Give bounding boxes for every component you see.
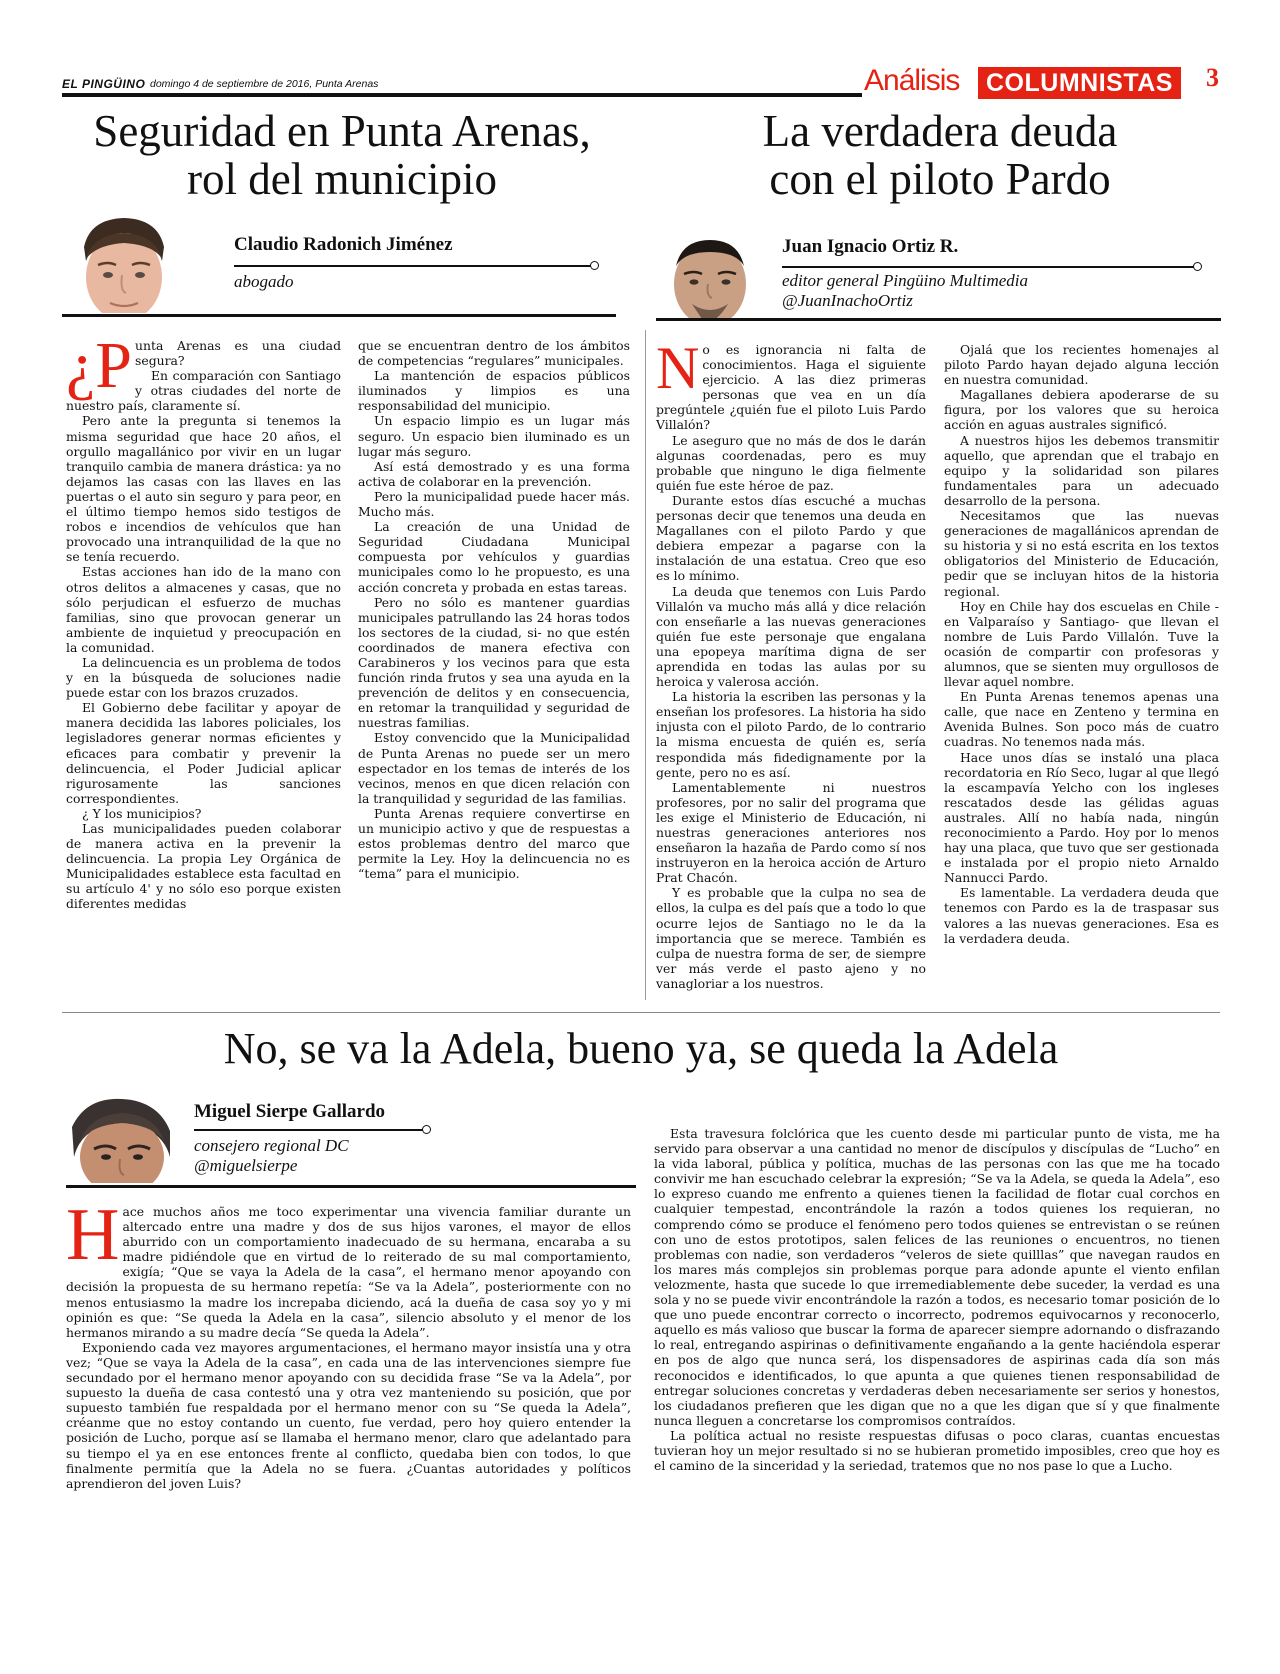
paragraph: Lamentablemente ni nuestros profesores, por no salir del programa que les exige el Ministerio de Educación, ni nuestras generaciones anteriores nos enseñaron la hazaña de Pardo como sí nos instruyeron en la heroica acción de Arturo Prat Chacón. xyxy=(656,779,926,886)
article2-author-photo xyxy=(656,232,764,318)
article3-headline: No, se va la Adela, bueno ya, se queda la Adela xyxy=(223,1024,1059,1073)
paragraph: Estas acciones han ido de la mano con otros delitos a almacenes y casas, que no sólo perjudican el esfuerzo de muchas familias, sino que provocan generar un ambiente de inquietud y preocupación en la comunidad. xyxy=(66,564,341,655)
article2-headline xyxy=(660,108,1220,203)
paragraph: Necesitamos que las nuevas generaciones de magallánicos aprendan de su historia y si no está escrita en los textos obligatorios del Ministerio de Educación, pedir que se incluyan hitos de la historia regional. xyxy=(944,508,1219,599)
article3-header-rule xyxy=(66,1185,636,1188)
author-portrait-icon xyxy=(70,213,178,313)
column-separator xyxy=(645,330,646,1000)
article2-byline-rule xyxy=(782,266,1197,268)
paragraph: Esta travesura folclórica que les cuento desde mi particular punto de vista, me ha servido para observar a una cantidad no menor de discípulos y discípulas de “Lucho” en la vida laboral, pública y política, muchas de las personas con las que me ha tocado convivir me han escuchado celebrar la expresión; “Se va la Adela, se queda la Adela”, eso lo expreso cuando me enfrento a quienes tienen la facilidad de flotar cual corchos en cualquier tempestad, encontrándole la razón a todos quienes los requieran, no comprendo cómo se produce el fenómeno pero todos quienes se entrevistan o se reúnen con uno de estos prototipos, salen felices de las reuniones o encuentros, no tienen problemas con nadie, son verdaderos “veleros de siete quilllas” que navegan raudos en los mares más complejos sin problemas porque para adonde apunte el viento enfilan velozmente, hasta que sucede lo que irremediablemente debe suceder, la verdad es una sola y no se puede vivir encontrándole la razón a todos, es necesario tomar posición de lo que uno puede encontrar correcto o incorrecto, podremos equivocarnos y reconocerlo, aquello es más valioso que buscar la forma de aparecer siempre adornando o disfrazando lo real, entregando aspirinas o definitivamente engañando a la gente haciéndola esperar en pos de algo que nunca será, los dispensadores de aspirinas cada día son más reconocidos e identificados, lo que apunta a que quienes tienen responsabilidad de entregar soluciones concretas y verdaderas deben necesariamente ser serios y honestos, los ciudadanos prefieren que les digan que no a que les digan que sí y que finalmente nunca lleguen a concretarse los compromisos contraídos. xyxy=(654,1126,1220,1428)
paragraph: Exponiendo cada vez mayores argumentaciones, el hermano mayor insistía una y otra vez; “Que se vaya la Adela de la casa”, en cada una de las intervenciones siempre fue secundado por el hermano menor apoyando con su decidida frase “Se va la Adela”, por supuesto la dueña de casa contestó una y otra vez manteniendo su posición, que por supuesto también fue respaldada por el hermano menor con su “Se queda la Adela”, créanme que no estoy contando un cuento, fue verdad, pero hoy quiero entender la posición de Lucho, porque así se llamaba el hermano menor, claro que adelantado para su tiempo el ya en ese entonces frente al conflicto, quedaba bien con todos, lo que finalmente permitía que la Adela no se fuera. ¿Cuantas autoridades y políticos aprendieron del joven Luis? xyxy=(66,1339,631,1491)
article1-title-line2: rol del municipio xyxy=(187,153,497,204)
article1-author-photo xyxy=(70,213,178,313)
article2-author-name: Juan Ignacio Ortiz R. xyxy=(782,236,959,257)
paragraph: La mantención de espacios públicos iluminados y limpios es una responsabilidad del municipio. xyxy=(358,368,630,414)
paragraph: que se encuentran dentro de los ámbitos de competencias “regulares” municipales. xyxy=(358,338,630,369)
article1-dropcap: ¿P xyxy=(66,329,132,402)
paragraph: La historia la escriben las personas y la enseñan los profesores. La historia ha sido injusta con el piloto Pardo, de lo contrario la misma encuesta de quién es, sería respondida más fidedignamente por la gente, pero no es así. xyxy=(656,689,926,780)
article1-header-rule xyxy=(62,314,616,317)
page-number: 3 xyxy=(1206,63,1219,92)
paragraph: La creación de una Unidad de Seguridad Ciudadana Municipal compuesta por vehículos y guardias municipales como lo he propuesto, es una acción concreta y probada en estas tareas. xyxy=(358,519,630,595)
paragraph: El Gobierno debe facilitar y apoyar de manera decidida las labores policiales, los legisladores generar normas eficientes y eficaces para combatir y prevenir la delincuencia, el Poder Judicial aplicar rigurosamente las sanciones correspondientes. xyxy=(66,700,341,806)
article1-byline-rule xyxy=(234,265,594,267)
article3-author-name: Miguel Sierpe Gallardo xyxy=(194,1101,386,1122)
paragraph: Pero no sólo es mantener guardias municipales patrullando las 24 horas todos los sectores de la ciudad, si- no que estén coordinados de manera efectiva con Carabineros y los vecinos para que esta función rinda frutos y sea una ayuda en la prevención de delitos y en consecuencia, en retomar la tranquilidad y seguridad de nuestras familias. xyxy=(358,594,630,731)
paragraph: o es ignorancia ni falta de conocimientos. Haga el siguiente ejercicio. A las diez primeras personas que vea en un día pregúntele ¿quién fue el piloto Luis Pardo Villalón? xyxy=(656,342,926,433)
article2-title-line1: La verdadera deuda xyxy=(762,106,1118,156)
paragraph: Estoy convencido que la Municipalidad de Punta Arenas no puede ser un mero espectador en los temas de interés de los vecinos, menos en que dicen relación con la tranquilidad y seguridad de las familias. xyxy=(358,730,630,806)
paragraph: A nuestros hijos les debemos transmitir aquello, que aprendan que el trabajo en equipo y la solidaridad son pilares fundamentales para un adecuado desarrollo de la persona. xyxy=(944,432,1219,508)
article1-author-name: Claudio Radonich Jiménez xyxy=(234,234,453,255)
section-analisis: Análisis xyxy=(864,64,960,97)
paragraph: Es lamentable. La verdadera deuda que tenemos con Pardo es la de traspasar sus valores a las nuevas generaciones. Esa es la verdadera deuda. xyxy=(944,885,1219,946)
paragraph: La delincuencia es un problema de todos y en la búsqueda de soluciones nadie puede estar con los brazos cruzados. xyxy=(66,654,341,701)
article2-title-line2: con el piloto Pardo xyxy=(769,153,1111,204)
article2-column-2 xyxy=(944,342,1219,946)
paragraph: ¿ Y los municipios? xyxy=(82,805,202,821)
article3-author-photo xyxy=(66,1097,174,1183)
paragraph: Hace unos días se instaló una placa recordatoria en Río Seco, lugar al que llegó la escampavía Yelcho con los ingleses rescatados desde las gélidas aguas australes. Allí no había nada, ningún reconocimiento a Pardo. Hoy por lo menos hay una placa, que tuvo que ser gestionada e instalada por el propio nieto Arnaldo Nannucci Pardo. xyxy=(944,749,1219,886)
byline-rule-end-icon xyxy=(422,1125,431,1134)
article3-byline-rule xyxy=(194,1129,426,1131)
paragraph: La deuda que tenemos con Luis Pardo Villalón va mucho más allá y dice relación con enseñarle a las nuevas generaciones quién fue este personaje que engalana una epopeya marítima digna de ser aprendida en todas las aulas por su heroica y valerosa acción. xyxy=(656,583,926,690)
article1-author-role: abogado xyxy=(234,272,294,291)
article3-dropcap: H xyxy=(66,1194,120,1276)
paragraph: Pero la municipalidad puede hacer más. Mucho más. xyxy=(358,488,630,520)
newspaper-logo: EL PINGÜINO xyxy=(62,77,146,91)
author-portrait-icon xyxy=(656,232,764,318)
paragraph: En Punta Arenas tenemos apenas una calle, que nace en Zenteno y termina en Avenida Bulnes. Son poco más de cuatro cuadras. No tenemos nada más. xyxy=(944,689,1219,750)
section-columnistas: COLUMNISTAS xyxy=(978,67,1181,99)
article2-author-role xyxy=(782,271,1028,310)
article2-role-text: editor general Pingüino Multimedia xyxy=(782,271,1028,290)
paragraph: Durante estos días escuché a muchas personas decir que tenemos una deuda en Magallanes con el piloto Pardo y que debiera empezar a pagarse con la instalación de una estatua. Creo que eso es lo mínimo. xyxy=(656,492,926,584)
article3-twitter-handle: @miguelsierpe xyxy=(194,1155,298,1175)
paragraph: Le aseguro que no más de dos le darán algunas coordenadas, pero es muy probable que ninguno le diga fielmente quién fue este héroe de paz. xyxy=(656,432,926,493)
byline-rule-end-icon xyxy=(1193,262,1202,271)
article1-title-line1: Seguridad en Punta Arenas, xyxy=(93,106,591,156)
article3-column-2 xyxy=(654,1126,1220,1473)
article2-dropcap: N xyxy=(656,335,700,401)
author-portrait-icon xyxy=(66,1097,174,1183)
paragraph: Un espacio limpio es un lugar más seguro. Un espacio bien iluminado es un lugar más seguro. xyxy=(358,413,630,459)
paragraph: Las municipalidades pueden colaborar de manera activa en la prevenir la delincuencia. La propia Ley Orgánica de Municipalidades establece esta facultad en su artículo 4' y no sólo eso porque existen diferentes medidas xyxy=(66,821,341,912)
article1-column-2 xyxy=(358,338,630,881)
paragraph: Hoy en Chile hay dos escuelas en Chile -en Valparaíso y Santiago- que llevan el nombre de Luis Pardo Villalón. Tuve la ocasión de compartir con profesoras y alumnos, que se sienten muy orgullosos de llevar aquel nombre. xyxy=(944,598,1219,690)
paragraph: En comparación con Santiago y otras ciudades del norte de nuestro país, claramente sí. xyxy=(66,368,341,414)
paragraph: La política actual no resiste respuestas difusas o poco claras, cuantas encuestas tuvieran hoy un mejor resultado si no se hubieran prometido imposibles, creo que hoy es el camino de la sinceridad y la seriedad, tratemos que no nos pase lo que a Lucho. xyxy=(654,1427,1220,1474)
article3-column-1 xyxy=(66,1194,631,1491)
article2-twitter-handle: @JuanInachoOrtiz xyxy=(782,290,913,310)
article1-headline xyxy=(62,108,622,203)
paragraph: Ojalá que los recientes homenajes al piloto Pardo hayan dejado alguna lección en nuestra comunidad. xyxy=(944,342,1219,388)
issue-date: domingo 4 de septiembre de 2016, Punta Arenas xyxy=(150,78,379,90)
paragraph: unta Arenas es una ciudad segura? xyxy=(135,338,341,369)
paragraph: Magallanes debiera apoderarse de su figura, por los valores que su heroica acción en aguas australes significó. xyxy=(944,387,1219,433)
paragraph: Así está demostrado y es una forma activa de colaborar en la prevención. xyxy=(358,458,630,489)
paragraph: Y es probable que la culpa no sea de ellos, la culpa es del país que a todo lo que ocurre lejos de Santiago no le da la importancia que se merece. También es culpa de nuestra forma de ser, de siempre ver más verde el pasto ajeno y no vanagloriar a los nuestros. xyxy=(656,885,926,991)
paragraph: ace muchos años me toco experimentar una vivencia familiar durante un altercado entre una madre y dos de sus hijos varones, el mayor de ellos aburrido con un comportamiento inadecuado de su hermana, encaraba a su madre pidiéndole que en virtud de lo reiterado de su mal comportamiento, exigía; “Que se vaya la Adela de la casa”, el hermano menor apoyando con decisión la propuesta de su hermano repetía: “Se va la Adela”, posteriormente con no menos entusiasmo la madre los increpaba diciendo, acá la dueña de casa soy yo y mi opinión es que: “Se queda la Adela en la casa”, silencio absoluto y el menor de los hermanos mirando a su madre decía “Se queda la Adela”. xyxy=(66,1204,631,1340)
article3-role-text: consejero regional DC xyxy=(194,1136,349,1155)
article2-header-rule xyxy=(656,318,1221,321)
article3-author-role xyxy=(194,1136,349,1175)
article1-column-1 xyxy=(66,329,341,912)
paragraph: Pero ante la pregunta si tenemos la misma seguridad que hace 20 años, el orgullo magallánico por vivir en un lugar tranquilo cambia de manera drástica: ya no dejamos las casas con las llaves en las puertas o el auto sin seguro y para peor, en el último tiempo hemos sido testigos de robos e incendios de vehículos que han provocado una intranquilidad de la que no se tenía recuerdo. xyxy=(66,413,341,565)
section-separator xyxy=(62,1012,1220,1013)
article2-column-1 xyxy=(656,335,926,991)
masthead-rule xyxy=(62,93,862,97)
paragraph: Punta Arenas requiere convertirse en un municipio activo y que de respuestas a estos problemas dentro del marco que permite la Ley. Hoy la delincuencia no es “tema” para el municipio. xyxy=(358,805,630,882)
byline-rule-end-icon xyxy=(590,261,599,270)
